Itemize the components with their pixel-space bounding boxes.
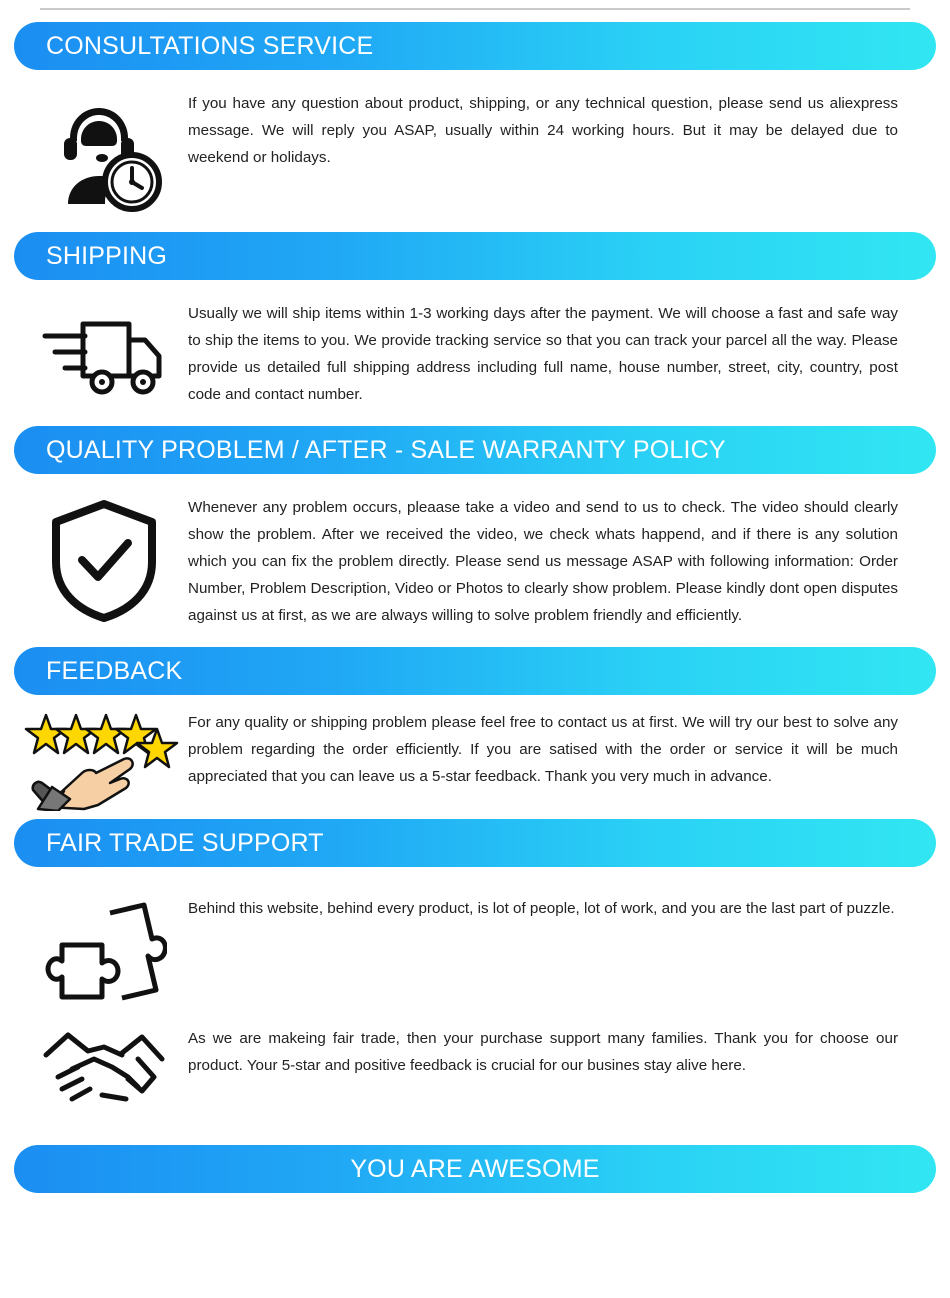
- section-text: [188, 709, 930, 790]
- paragraph: As we are makeing fair trade, then your purchase support many families. Thank you for choose our product. Your 5-star and positive feedback is crucial for our busines stay alive here.: [188, 1030, 898, 1074]
- section-header-consultations: [14, 22, 936, 70]
- paragraph: If you have any question about product, shipping, or any technical question, please send us aliexpress message. We will reply you ASAP, usually within 24 working hours. But it may be delayed due to weekend or holidays.: [188, 95, 898, 166]
- paragraph: Behind this website, behind every product, is lot of people, lot of work, and you are the last part of puzzle.: [188, 900, 895, 917]
- section-body-consultations: [14, 80, 936, 232]
- paragraph: Usually we will ship items within 1-3 working days after the payment. We will choose a fast and safe way to ship the items to you. We provide tracking service so that you can track your parcel all the way. Please provide us detailed full shipping address including full name, house number, street, city, country, post code and contact number.: [188, 305, 898, 403]
- section-body-feedback: [14, 705, 936, 819]
- footer-banner: [14, 1145, 936, 1193]
- paragraph: Whenever any problem occurs, pleaase take a video and send to us to check. The video should clearly show the problem. After we received the video, we check whats happend, and if there is any solution which you can fix the problem directly. Please send us message ASAP with following information: Order Number, Problem Description, Video or Photos to clearly show problem. Please kindly dont open disputes against us at first, as we are always willing to solve problem friendly and efficiently.: [188, 499, 898, 624]
- section-header-feedback: [14, 647, 936, 695]
- section-title: CONSULTATIONS SERVICE: [46, 31, 374, 60]
- section-body-quality: [14, 484, 936, 647]
- section-text: [188, 895, 930, 922]
- headset-support-clock-icon: [20, 90, 188, 214]
- section-title: FAIR TRADE SUPPORT: [46, 828, 324, 857]
- handshake-icon: [20, 1025, 188, 1109]
- section-title: FEEDBACK: [46, 656, 183, 685]
- shield-check-icon: [20, 494, 188, 623]
- section-header-fair-trade: [14, 819, 936, 867]
- delivery-truck-icon: [20, 300, 188, 399]
- section-title: QUALITY PROBLEM / AFTER - SALE WARRANTY POLICY: [46, 435, 726, 464]
- section-header-quality: [14, 426, 936, 474]
- section-title: SHIPPING: [46, 241, 168, 270]
- top-divider: [40, 8, 910, 10]
- paragraph: For any quality or shipping problem please feel free to contact us at first. We will try our best to solve any problem regarding the order efficiently. If you are satised with the order or service it will be much appreciated that you can leave us a 5-star feedback. Thank you very much in advance.: [188, 714, 898, 785]
- section-body-fair-trade-puzzle: [14, 877, 936, 1015]
- section-text: [188, 300, 930, 408]
- section-text: [188, 90, 930, 171]
- section-body-fair-trade-handshake: [14, 1015, 936, 1127]
- section-text: [188, 494, 930, 629]
- five-stars-hand-icon: [20, 709, 188, 811]
- puzzle-pieces-icon: [20, 895, 188, 1009]
- section-text: [188, 1025, 930, 1079]
- section-body-shipping: [14, 290, 936, 426]
- footer-title: YOU ARE AWESOME: [350, 1154, 600, 1183]
- section-header-shipping: [14, 232, 936, 280]
